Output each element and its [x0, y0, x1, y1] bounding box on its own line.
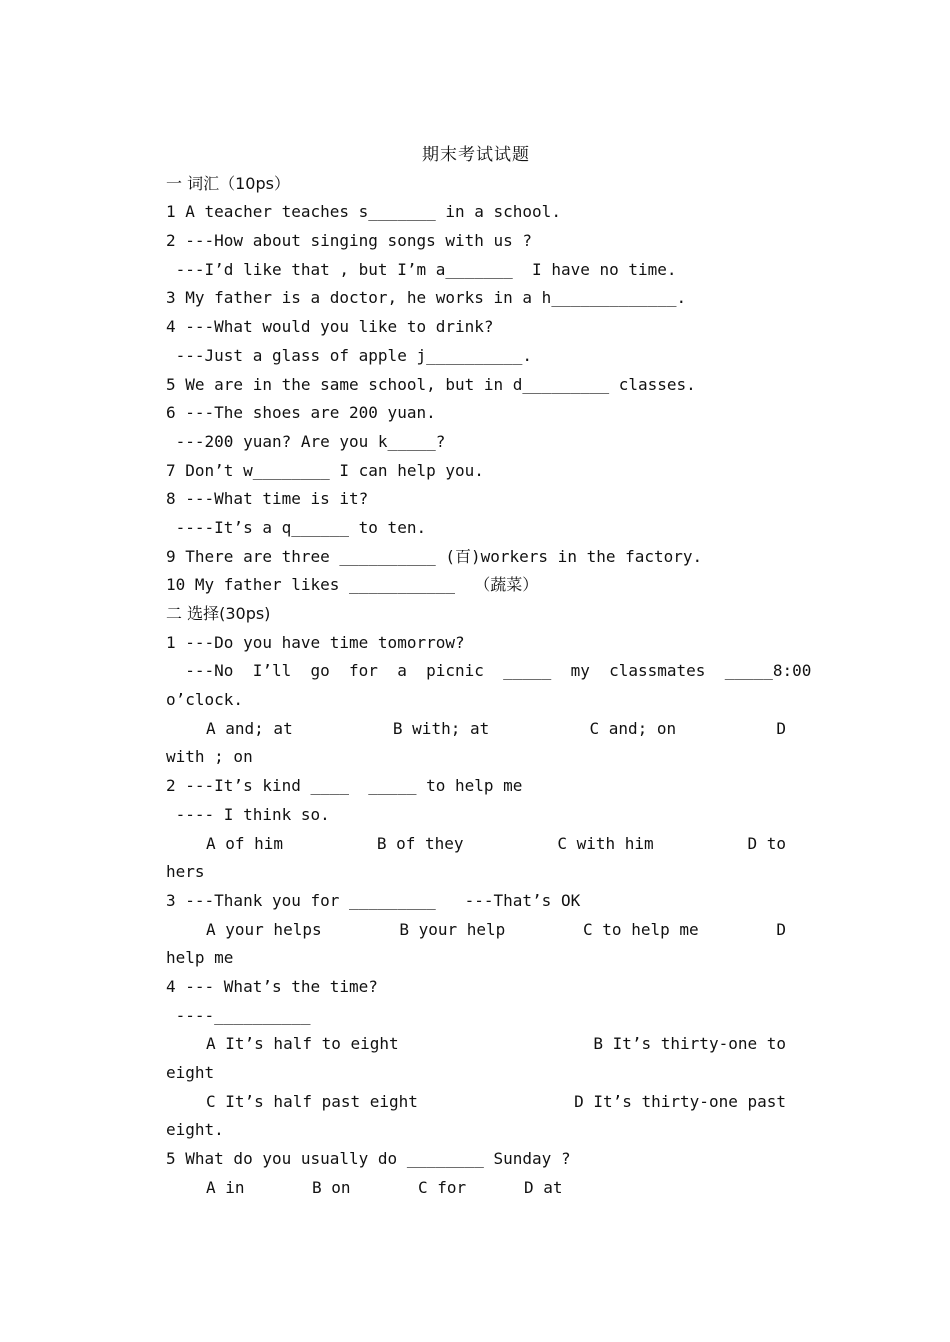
option-d: D It’s thirty-one past: [574, 1091, 786, 1111]
option-wrap: help me: [166, 948, 234, 968]
option-a: A and; at: [206, 718, 293, 738]
vocab-line: 4 ---What would you like to drink?: [166, 317, 494, 337]
question-line: 3 ---Thank you for _________ ---That’s OK: [166, 890, 581, 910]
vocab-line: ----It’s a q______ to ten.: [166, 517, 427, 537]
option-row: [166, 715, 786, 744]
option-c: C and; on: [589, 718, 677, 738]
question-line: 1 ---Do you have time tomorrow?: [166, 632, 465, 652]
option-c: C for: [418, 1177, 467, 1197]
vocab-line: ---200 yuan? Are you k_____?: [166, 431, 446, 451]
question-line: 5 What do you usually do ________ Sunday ?: [166, 1149, 571, 1169]
question-line: ----__________: [166, 1005, 311, 1025]
option-a: A in: [206, 1177, 245, 1197]
option-a: A of him: [206, 833, 284, 853]
option-d: D: [776, 919, 786, 939]
vocab-line: 5 We are in the same school, but in d_________ classes.: [166, 374, 696, 394]
question-line: 2 ---It’s kind ____ _____ to help me: [166, 776, 523, 796]
option-row: [166, 830, 786, 859]
option-d: D to: [747, 833, 786, 853]
vocab-line: ---I’d like that , but I’m a_______ I have no time.: [166, 259, 677, 279]
option-a: A It’s half to eight: [206, 1034, 399, 1054]
option-b: B It’s thirty-one to: [593, 1034, 786, 1054]
question-line: ---- I think so.: [166, 804, 330, 824]
option-d: D at: [524, 1177, 563, 1197]
option-a: A your helps: [206, 919, 322, 939]
question-line: 4 --- What’s the time?: [166, 976, 378, 996]
option-row: [166, 1174, 786, 1203]
option-c: C It’s half past eight: [206, 1091, 418, 1111]
section2-heading: 二 选择(30ps): [166, 604, 271, 624]
vocab-line: 6 ---The shoes are 200 yuan.: [166, 403, 436, 423]
option-b: B on: [312, 1177, 351, 1197]
vocab-line: 1 A teacher teaches s_______ in a school.: [166, 202, 561, 222]
vocab-line: 3 My father is a doctor, he works in a h_____________.: [166, 288, 687, 308]
page-title: 期末考试试题: [422, 145, 530, 165]
option-b: B with; at: [392, 718, 490, 738]
exam-page: [166, 140, 812, 1202]
option-d: D: [776, 718, 786, 738]
vocab-line: 8 ---What time is it?: [166, 489, 369, 509]
option-wrap: eight: [166, 1063, 215, 1083]
section1-heading: 一 词汇（10ps）: [166, 173, 290, 193]
option-c: C to help me: [583, 919, 699, 939]
option-b: B your help: [399, 919, 506, 939]
vocab-line: 9 There are three __________ (百)workers in the factory.: [166, 546, 703, 566]
option-row: [166, 916, 786, 945]
option-row: [166, 1088, 786, 1117]
option-c: C with him: [557, 833, 654, 853]
vocab-line: ---Just a glass of apple j__________.: [166, 345, 533, 365]
option-wrap: eight.: [166, 1120, 224, 1140]
question-line: ---No I’ll go for a picnic _____ my classmates _____8:00: [166, 661, 812, 681]
question-line: o’clock.: [166, 690, 244, 710]
option-b: B of they: [376, 833, 464, 853]
vocab-line: 2 ---How about singing songs with us ?: [166, 231, 533, 251]
option-wrap: hers: [166, 862, 205, 882]
vocab-line: 7 Don’t w________ I can help you.: [166, 460, 484, 480]
option-row: [166, 1030, 786, 1059]
vocab-line: 10 My father likes ___________ （蔬菜）: [166, 575, 539, 595]
option-wrap: with ; on: [166, 747, 253, 767]
